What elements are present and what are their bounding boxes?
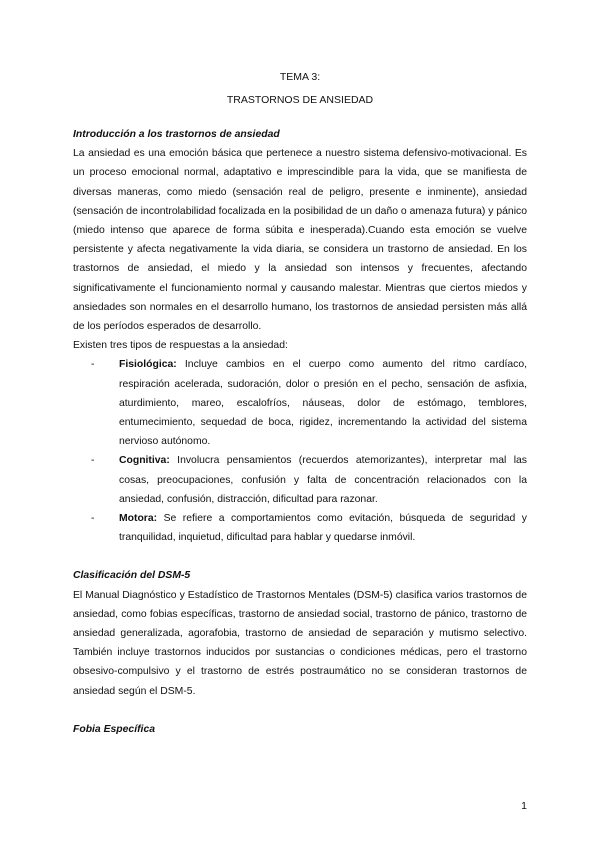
list-item	[73, 355, 527, 451]
response-text: Se refiere a comportamientos como evitación, búsqueda de seguridad y tranquilidad, inquietud, dificultad para hablar y quedarse inmóvil.	[119, 513, 527, 544]
list-item	[73, 451, 527, 509]
response-text: Involucra pensamientos (recuerdos atemorizantes), interpretar mal las cosas, preocupaciones, confusión y falta de concentración relacionados con la ansiedad, confusión, distracción, dificultad para razonar.	[119, 455, 527, 505]
intro-heading: Introducción a los trastornos de ansiedad	[73, 129, 280, 140]
responses-list	[73, 355, 527, 547]
response-label: Motora:	[119, 513, 158, 525]
fobia-heading: Fobia Específica	[73, 723, 155, 735]
intro-paragraph: La ansiedad es una emoción básica que pertenece a nuestro sistema defensivo-motivacional. Es un proceso emocional normal, adaptativo e imprescindible para la vida, que se manifiesta de diversas maneras, como miedo (sensación real de peligro, presente e inminente), ansiedad (sensación de incontrolabilidad focalizada en la posibilidad de un daño o amenaza futura) y pánico (miedo intenso que aparece de forma súbita e inesperada).Cuando esta emoción se vuelve persistente y afecta negativamente la vida diaria, se considera un trastorno de ansiedad. En los trastornos de ansiedad, el miedo y la ansiedad son intensos y frecuentes, afectando significativamente el funcionamiento normal y causando malestar. Mientras que ciertos miedos y ansiedades son normales en el desarrollo humano, los trastornos de ansiedad persisten más allá de los períodos esperados de desarrollo.	[73, 148, 527, 333]
response-label: Fisiológica:	[119, 359, 177, 371]
bullet-dash: -	[91, 359, 95, 371]
response-text: Incluye cambios en el cuerpo como aumento del ritmo cardíaco, respiración acelerada, sudoración, dolor o presión en el pecho, sensación de asfixia, aturdimiento, mareo, escalofríos, náuseas, dolor de estómago, temblores, entumecimiento, sequedad de boca, rigidez, incrementando la actividad del sistema nervioso autónomo.	[119, 359, 527, 448]
response-label: Cognitiva:	[119, 455, 170, 467]
dsm-paragraph: El Manual Diagnóstico y Estadístico de Trastornos Mentales (DSM-5) clasifica varios trastornos de ansiedad, como fobias específicas, trastorno de ansiedad social, trastorno de pánico, trastorno de ansiedad generalizada, agorafobia, trastorno de ansiedad de separación y mutismo selectivo. También incluye trastornos inducidos por sustancias o condiciones médicas, pero el trastorno obsesivo-compulsivo y el trastorno de estrés postraumático no se consideran trastornos de ansiedad según el DSM-5.	[73, 589, 527, 697]
document-title-line-2: TRASTORNOS DE ANSIEDAD	[226, 94, 374, 106]
list-item	[73, 509, 527, 547]
page-number: 1	[521, 800, 527, 812]
responses-intro: Existen tres tipos de respuestas a la ansiedad:	[73, 340, 288, 352]
dsm-heading: Clasificación del DSM-5	[73, 570, 191, 582]
document-body	[73, 125, 527, 739]
document-title-line-1: TEMA 3:	[279, 71, 321, 83]
bullet-dash: -	[91, 513, 95, 525]
bullet-dash: -	[91, 455, 95, 467]
